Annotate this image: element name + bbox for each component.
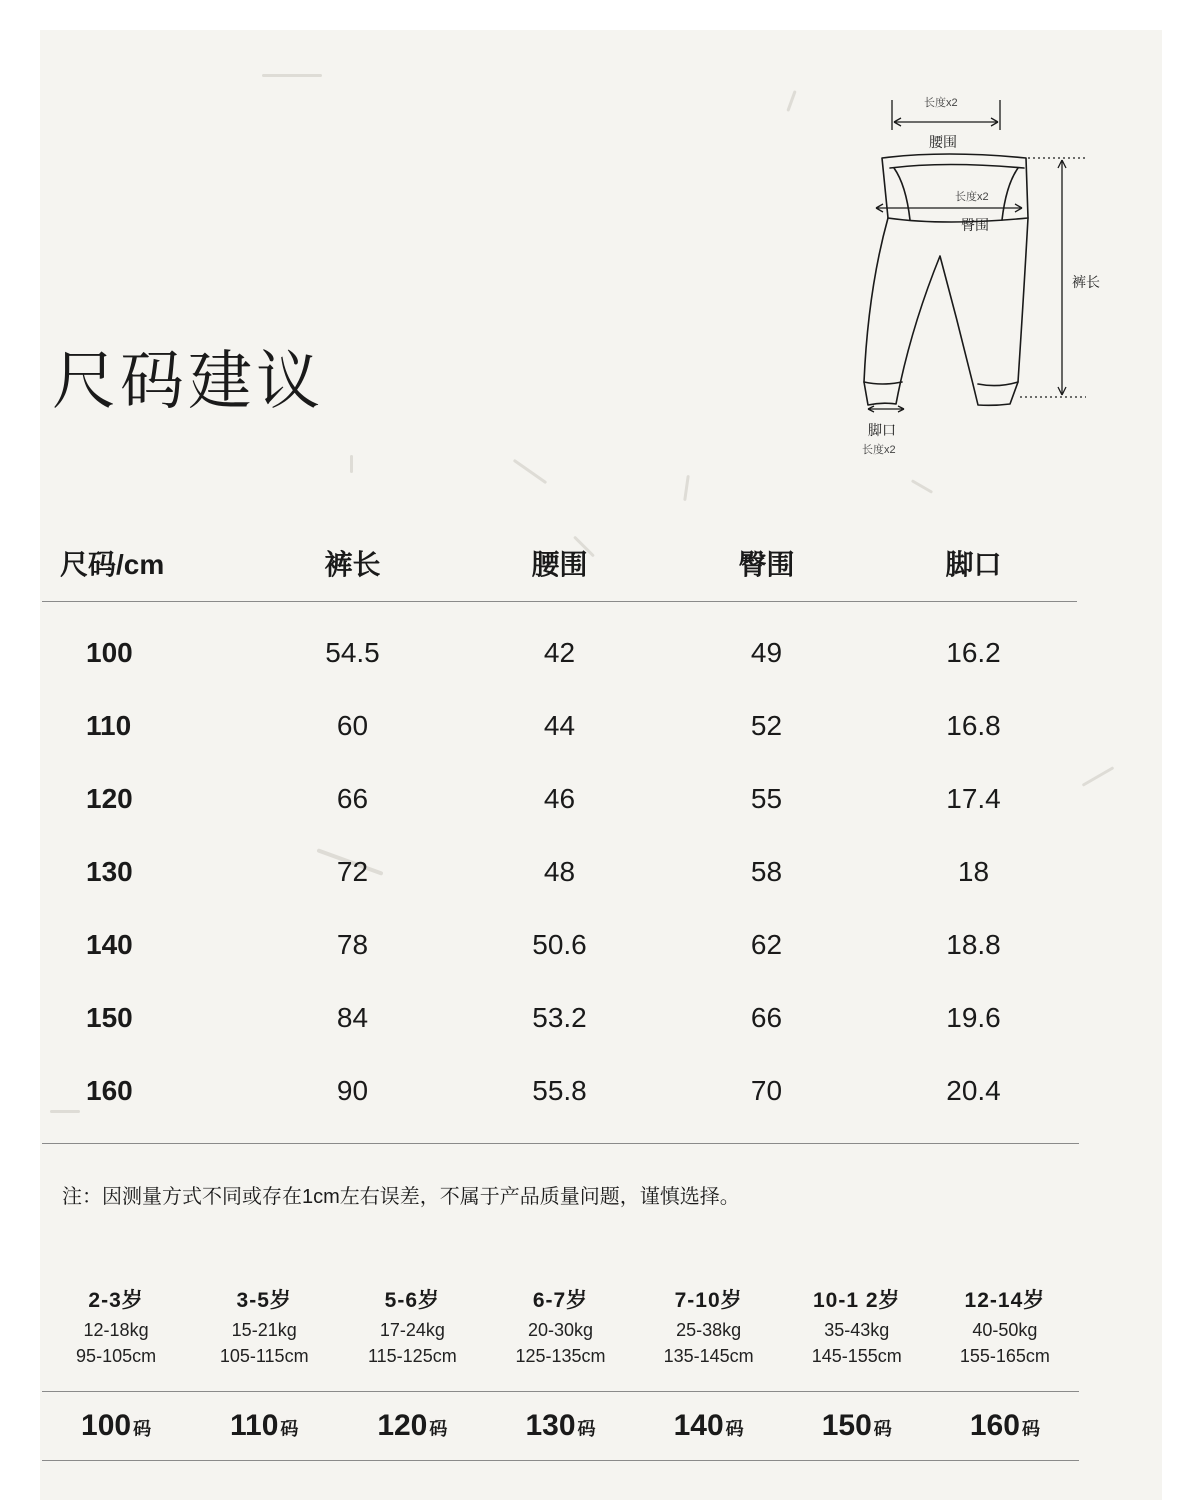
recommendation-item bbox=[486, 1285, 634, 1369]
hip-cell: 58 bbox=[750, 855, 783, 887]
size-cell: 100 bbox=[86, 636, 133, 668]
size-code bbox=[338, 1409, 486, 1443]
waist-cell: 55.8 bbox=[532, 1074, 587, 1106]
cuff-cell: 20.4 bbox=[946, 1074, 1001, 1106]
paper-fiber bbox=[1082, 766, 1115, 787]
weight-range: 15-21kg bbox=[231, 1320, 297, 1340]
height-range: 145-155cm bbox=[811, 1346, 902, 1366]
weight-range: 35-43kg bbox=[824, 1320, 890, 1340]
table-header-row bbox=[42, 525, 1077, 602]
pants-length-cell: 60 bbox=[336, 709, 369, 741]
size-code bbox=[42, 1409, 190, 1443]
header-cuff: 脚口 bbox=[870, 525, 1077, 602]
size-cell: 150 bbox=[86, 1001, 133, 1033]
size-code-unit: 码 bbox=[429, 1419, 448, 1439]
pants-length-cell: 66 bbox=[336, 782, 369, 814]
paper-fiber bbox=[262, 74, 322, 77]
cuff-cell: 16.8 bbox=[946, 709, 1001, 741]
waist-cell: 44 bbox=[543, 709, 576, 741]
hip-cell: 52 bbox=[750, 709, 783, 741]
size-code-number: 110 bbox=[230, 1409, 279, 1442]
age-range: 5-6岁 bbox=[384, 1289, 441, 1312]
pants-length-cell: 84 bbox=[336, 1001, 369, 1033]
header-waist: 腰围 bbox=[456, 525, 663, 602]
size-code-unit: 码 bbox=[280, 1419, 299, 1439]
size-measurement-table bbox=[42, 525, 1077, 1139]
hip-cell: 55 bbox=[750, 782, 783, 814]
pants-length-cell: 54.5 bbox=[325, 636, 380, 668]
pants-length-cell: 72 bbox=[336, 855, 369, 887]
size-code-unit: 码 bbox=[873, 1419, 892, 1439]
age-range: 7-10岁 bbox=[674, 1289, 743, 1312]
hip-cell: 70 bbox=[750, 1074, 783, 1106]
size-cell: 120 bbox=[86, 782, 133, 814]
size-code-number: 100 bbox=[81, 1409, 132, 1442]
paper-fiber bbox=[786, 90, 796, 112]
recommendation-item bbox=[190, 1285, 338, 1369]
age-range: 10-1 2岁 bbox=[813, 1289, 901, 1312]
length-label: 裤长 bbox=[1072, 274, 1100, 290]
table-row bbox=[42, 689, 1077, 762]
waist-cell: 48 bbox=[543, 855, 576, 887]
height-range: 125-135cm bbox=[515, 1346, 606, 1366]
hip-cell: 66 bbox=[750, 1001, 783, 1033]
size-code-number: 120 bbox=[377, 1409, 428, 1442]
table-row bbox=[42, 762, 1077, 835]
cuff-cell: 19.6 bbox=[946, 1001, 1001, 1033]
cuff-cell: 18 bbox=[957, 855, 990, 887]
age-info-row bbox=[42, 1285, 1079, 1369]
pants-length-cell: 90 bbox=[336, 1074, 369, 1106]
table-row bbox=[42, 981, 1077, 1054]
waist-label: 腰围 bbox=[929, 134, 957, 150]
age-range: 12-14岁 bbox=[964, 1289, 1046, 1312]
hip-length-note: 长度x2 bbox=[955, 191, 989, 203]
weight-range: 12-18kg bbox=[83, 1320, 149, 1340]
size-code bbox=[783, 1409, 931, 1443]
measurement-note: 注：因测量方式不同或存在1cm左右误差，不属于产品质量问题，谨慎选择。 bbox=[62, 1186, 740, 1208]
table-divider bbox=[42, 1143, 1079, 1144]
height-range: 135-145cm bbox=[663, 1346, 754, 1366]
height-range: 155-165cm bbox=[959, 1346, 1050, 1366]
height-range: 115-125cm bbox=[367, 1346, 457, 1366]
size-code-number: 160 bbox=[969, 1409, 1020, 1442]
recommendation-item bbox=[42, 1285, 190, 1369]
size-cell: 160 bbox=[86, 1074, 133, 1106]
page-title: 尺码建议 bbox=[52, 345, 324, 417]
weight-range: 20-30kg bbox=[527, 1320, 594, 1340]
header-hip: 臀围 bbox=[663, 525, 870, 602]
size-code-unit: 码 bbox=[1021, 1419, 1040, 1439]
age-range: 2-3岁 bbox=[88, 1289, 144, 1312]
size-recommendation-grid bbox=[42, 1285, 1079, 1461]
size-code-number: 130 bbox=[525, 1409, 576, 1442]
size-cell: 130 bbox=[86, 855, 133, 887]
weight-range: 17-24kg bbox=[379, 1320, 445, 1340]
table-row bbox=[42, 1054, 1077, 1139]
size-code-number: 150 bbox=[821, 1409, 872, 1442]
bottom-divider bbox=[42, 1460, 1079, 1461]
hip-cell: 62 bbox=[750, 928, 783, 960]
recommendation-item bbox=[338, 1285, 486, 1369]
age-range: 3-5岁 bbox=[236, 1289, 292, 1312]
weight-range: 40-50kg bbox=[972, 1320, 1038, 1340]
table-row bbox=[42, 602, 1077, 690]
weight-range: 25-38kg bbox=[676, 1320, 742, 1340]
size-code-unit: 码 bbox=[577, 1419, 596, 1439]
waist-cell: 53.2 bbox=[532, 1001, 587, 1033]
size-code bbox=[635, 1409, 783, 1443]
size-cell: 140 bbox=[86, 928, 133, 960]
age-range: 6-7岁 bbox=[532, 1289, 589, 1312]
paper-fiber bbox=[350, 455, 353, 473]
waist-cell: 42 bbox=[543, 636, 576, 668]
hip-label: 臀围 bbox=[961, 217, 989, 233]
paper-fiber bbox=[683, 475, 690, 501]
cuff-label: 脚口 bbox=[868, 422, 896, 438]
size-code-number: 140 bbox=[673, 1409, 724, 1442]
recommendation-item bbox=[635, 1285, 783, 1369]
cuff-length-note: 长度x2 bbox=[862, 444, 896, 456]
size-code-unit: 码 bbox=[133, 1419, 152, 1439]
waist-length-note: 长度x2 bbox=[924, 97, 958, 109]
waist-cell: 46 bbox=[543, 782, 576, 814]
pants-drawing bbox=[810, 60, 1080, 440]
waist-cell: 50.6 bbox=[532, 928, 587, 960]
height-range: 95-105cm bbox=[76, 1346, 157, 1366]
paper-fiber bbox=[513, 459, 547, 484]
pants-measurement-diagram bbox=[810, 60, 1100, 456]
header-size: 尺码/cm bbox=[42, 525, 249, 602]
size-code bbox=[931, 1409, 1079, 1443]
cuff-cell: 17.4 bbox=[946, 782, 1001, 814]
table-row bbox=[42, 908, 1077, 981]
table-row bbox=[42, 835, 1077, 908]
recommendation-item bbox=[931, 1285, 1079, 1369]
pants-length-cell: 78 bbox=[336, 928, 369, 960]
paper-fiber bbox=[911, 479, 933, 494]
cuff-cell: 18.8 bbox=[946, 928, 1001, 960]
size-code bbox=[486, 1409, 634, 1443]
header-pants-length: 裤长 bbox=[249, 525, 456, 602]
size-code bbox=[190, 1409, 338, 1443]
size-code-unit: 码 bbox=[725, 1419, 744, 1439]
size-code-row bbox=[42, 1392, 1079, 1460]
cuff-cell: 16.2 bbox=[946, 636, 1001, 668]
hip-cell: 49 bbox=[750, 636, 783, 668]
size-cell: 110 bbox=[86, 709, 132, 741]
height-range: 105-115cm bbox=[219, 1346, 309, 1366]
recommendation-item bbox=[783, 1285, 931, 1369]
